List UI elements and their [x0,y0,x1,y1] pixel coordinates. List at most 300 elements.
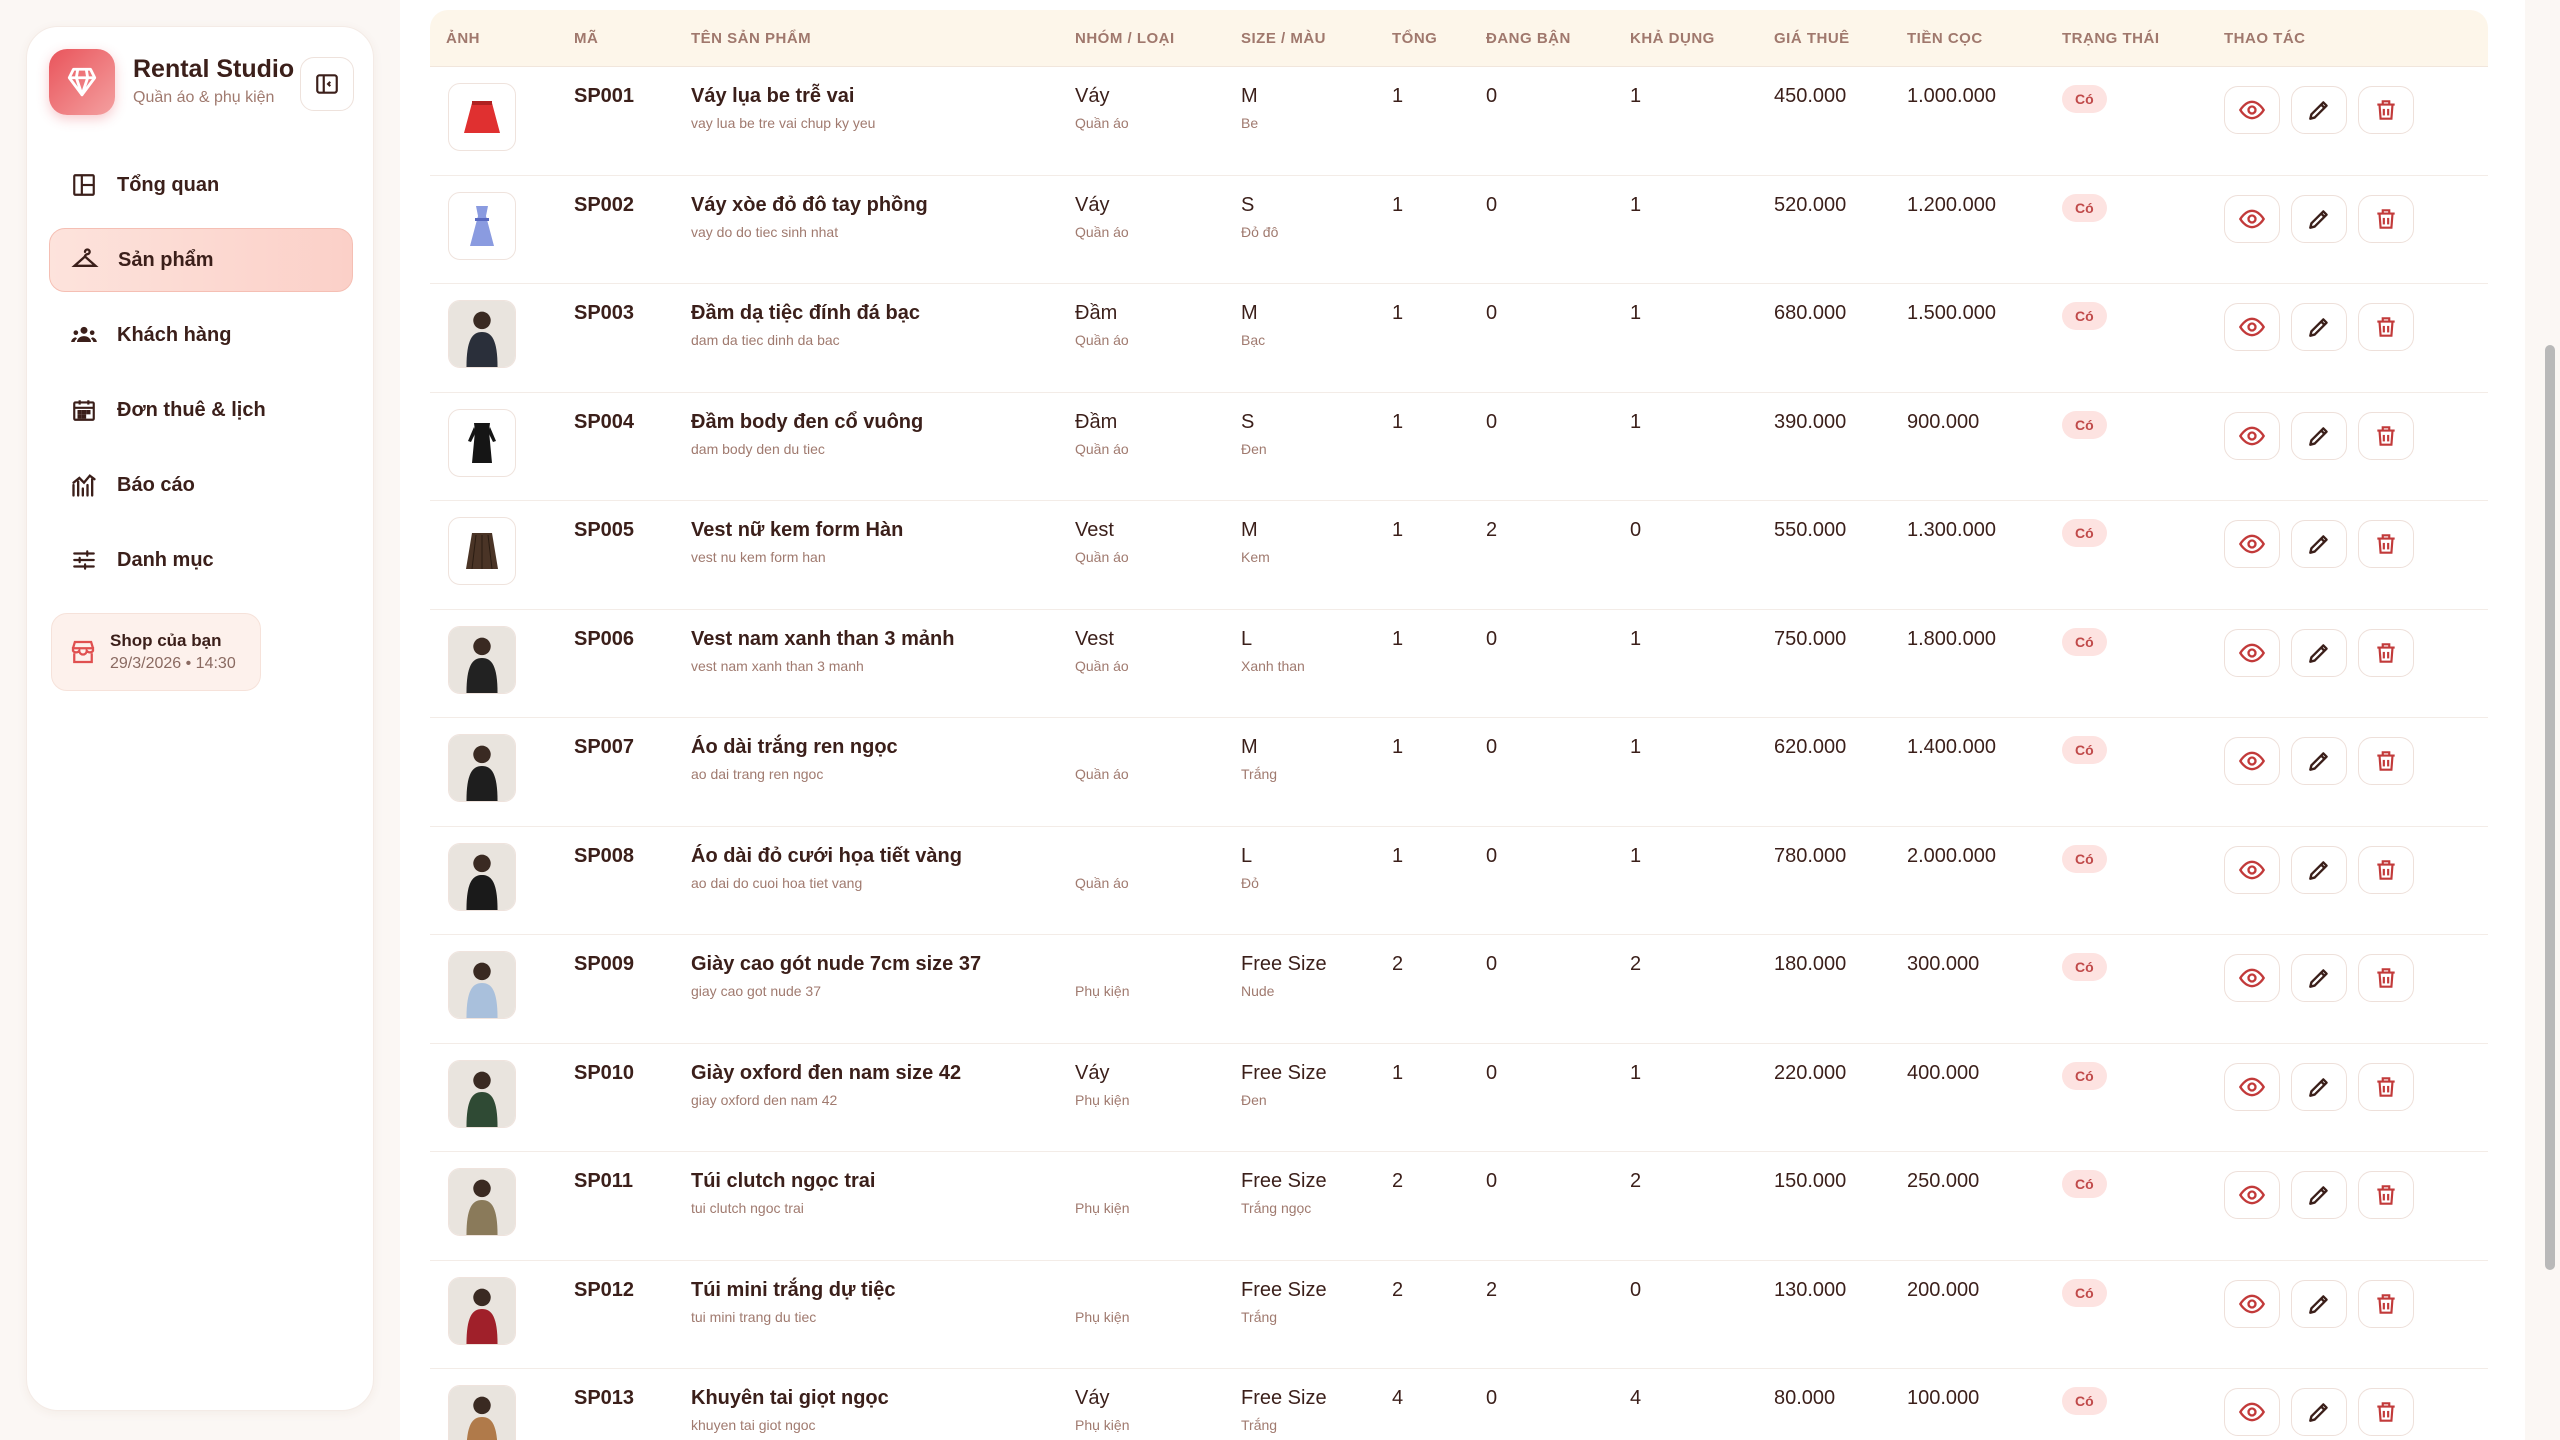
product-name: Giày oxford đen nam size 42 [691,1061,962,1084]
qty-busy: 2 [1486,1278,1498,1301]
column-header[interactable]: MÃ [574,30,599,47]
edit-button[interactable] [2291,1063,2347,1111]
status-badge: Có [2062,519,2107,547]
sidebar-item-label: Danh mục [117,548,214,571]
edit-button[interactable] [2291,737,2347,785]
sidebar-nav [49,153,353,603]
product-category: Quần áo [1075,657,1129,674]
edit-button[interactable] [2291,195,2347,243]
product-code: SP001 [574,85,635,107]
product-color: Trắng [1241,1417,1278,1433]
product-thumbnail[interactable] [448,843,516,911]
column-header[interactable]: ẢNH [446,30,480,47]
table-row[interactable] [430,718,2488,827]
view-button[interactable] [2224,1171,2280,1219]
rental-price: 550.000 [1774,519,1847,541]
product-name: Váy xòe đỏ đô tay phồng [691,193,928,216]
delete-button[interactable] [2358,846,2414,894]
deposit-amount: 1.200.000 [1907,193,1996,216]
table-row[interactable] [430,827,2488,936]
table-row[interactable] [430,393,2488,502]
product-code: SP012 [574,1278,635,1301]
delete-button[interactable] [2358,1171,2414,1219]
product-category: Quần áo [1075,766,1129,782]
product-thumbnail[interactable] [448,192,516,260]
view-button[interactable] [2224,1388,2280,1436]
qty-available: 2 [1630,1170,1642,1192]
view-button[interactable] [2224,195,2280,243]
products-table [430,10,2488,1440]
pencil-icon [2306,206,2332,232]
status-badge: Có [2062,1170,2107,1198]
product-name: Vest nam xanh than 3 mảnh [691,627,955,650]
edit-button[interactable] [2291,1280,2347,1328]
qty-total: 2 [1392,953,1404,975]
product-slug: dam body den du tiec [691,440,825,457]
column-header[interactable]: KHẢ DỤNG [1630,30,1715,47]
product-color: Trắng [1241,766,1278,782]
product-color: Đỏ đô [1241,223,1279,240]
table-row[interactable] [430,284,2488,393]
product-color: Trắng ngọc [1241,1200,1312,1216]
view-button[interactable] [2224,1280,2280,1328]
qty-available: 0 [1630,1278,1642,1301]
sidebar-item-label: Sản phẩm [118,248,214,271]
sidebar-item-label: Báo cáo [117,473,195,496]
qty-busy: 0 [1486,85,1498,107]
column-header[interactable]: ĐANG BẬN [1486,30,1571,47]
store-icon [68,637,98,667]
pencil-icon [2306,965,2332,991]
qty-busy: 0 [1486,627,1498,650]
status-badge: Có [2062,1062,2107,1090]
brand-subtitle: Quần áo & phụ kiện [133,89,275,106]
product-group: Váy [1075,1061,1110,1084]
edit-button[interactable] [2291,1388,2347,1436]
delete-button[interactable] [2358,1388,2414,1436]
pencil-icon [2306,1291,2332,1317]
table-row[interactable] [430,1044,2488,1153]
trash-icon [2373,965,2399,991]
product-color: Be [1241,115,1259,131]
product-category: Quần áo [1075,223,1129,240]
status-badge: Có [2062,411,2107,439]
edit-button[interactable] [2291,520,2347,568]
delete-button[interactable] [2358,412,2414,460]
product-category: Quần áo [1075,549,1129,565]
trash-icon [2373,1399,2399,1425]
status-badge: Có [2062,85,2107,113]
product-slug: dam da tiec dinh da bac [691,332,840,348]
pencil-icon [2306,1074,2332,1100]
deposit-amount: 1.000.000 [1907,85,1996,107]
delete-button[interactable] [2358,1063,2414,1111]
product-size: Free Size [1241,1170,1327,1192]
product-slug: vay lua be tre vai chup ky yeu [691,115,876,131]
rental-price: 520.000 [1774,193,1847,216]
deposit-amount: 900.000 [1907,410,1980,433]
product-slug: tui clutch ngoc trai [691,1200,804,1216]
table-row[interactable] [430,176,2488,285]
qty-available: 1 [1630,844,1642,867]
pencil-icon [2306,1399,2332,1425]
trash-icon [2373,97,2399,123]
edit-button[interactable] [2291,954,2347,1002]
eye-icon [2238,1398,2266,1426]
product-name: Áo dài trắng ren ngọc [691,736,898,758]
product-slug: tui mini trang du tiec [691,1308,817,1325]
trash-icon [2373,1074,2399,1100]
rental-price: 80.000 [1774,1387,1836,1409]
column-header[interactable]: NHÓM / LOẠI [1075,30,1175,47]
trash-icon [2373,531,2399,557]
table-row[interactable] [430,1152,2488,1261]
eye-icon [2238,313,2266,341]
product-code: SP005 [574,519,635,541]
trash-icon [2373,1291,2399,1317]
product-slug: ao dai do cuoi hoa tiet vang [691,874,863,891]
qty-available: 1 [1630,1061,1642,1084]
sidebar-item-5[interactable] [49,528,353,592]
qty-total: 4 [1392,1387,1404,1409]
product-color: Đen [1241,1091,1267,1108]
delete-button[interactable] [2358,520,2414,568]
rental-price: 750.000 [1774,627,1847,650]
qty-available: 1 [1630,736,1642,758]
qty-busy: 0 [1486,953,1498,975]
delete-button[interactable] [2358,954,2414,1002]
rental-price: 150.000 [1774,1170,1847,1192]
qty-busy: 0 [1486,736,1498,758]
product-thumbnail[interactable] [448,626,516,694]
trash-icon [2373,857,2399,883]
product-name: Túi mini trắng dự tiệc [691,1278,896,1301]
eye-icon [2238,205,2266,233]
product-size: M [1241,302,1258,324]
product-thumbnail[interactable] [448,1385,516,1440]
sidebar-item-label: Đơn thuê & lịch [117,398,266,421]
sidebar-item-1[interactable] [49,228,353,292]
product-color: Đen [1241,440,1267,457]
product-thumbnail[interactable] [448,1277,516,1345]
delete-button[interactable] [2358,195,2414,243]
delete-button[interactable] [2358,737,2414,785]
product-group: Váy [1075,193,1110,216]
status-badge: Có [2062,194,2107,222]
calendar-icon [69,395,99,425]
status-badge: Có [2062,953,2107,981]
product-size: M [1241,736,1258,758]
product-thumbnail[interactable] [448,300,516,368]
shop-card[interactable] [51,613,261,691]
product-slug: giay cao got nude 37 [691,983,821,999]
pencil-icon [2306,748,2332,774]
pencil-icon [2306,1182,2332,1208]
product-code: SP008 [574,844,635,867]
product-size: Free Size [1241,1387,1327,1409]
view-button[interactable] [2224,629,2280,677]
view-button[interactable] [2224,1063,2280,1111]
column-header[interactable]: SIZE / MÀU [1241,30,1327,47]
product-group: Váy [1075,1387,1110,1409]
product-category: Phụ kiện [1075,1308,1130,1325]
qty-total: 1 [1392,519,1404,541]
sidebar-collapse-button[interactable] [300,57,354,111]
qty-total: 1 [1392,736,1404,758]
view-button[interactable] [2224,303,2280,351]
product-name: Vest nữ kem form Hàn [691,519,904,541]
sidebar-item-0[interactable] [49,153,353,217]
edit-button[interactable] [2291,1171,2347,1219]
edit-button[interactable] [2291,846,2347,894]
qty-busy: 0 [1486,410,1498,433]
column-header[interactable]: TIỀN CỌC [1907,30,1983,47]
table-row[interactable] [430,501,2488,610]
product-slug: vest nu kem form han [691,549,826,565]
view-button[interactable] [2224,846,2280,894]
pencil-icon [2306,531,2332,557]
product-category: Quần áo [1075,440,1129,457]
product-code: SP007 [574,736,635,758]
product-size: M [1241,85,1258,107]
qty-total: 1 [1392,844,1404,867]
trash-icon [2373,423,2399,449]
product-group: Đầm [1075,302,1118,324]
eye-icon [2238,856,2266,884]
deposit-amount: 1.300.000 [1907,519,1996,541]
view-button[interactable] [2224,412,2280,460]
product-size: Free Size [1241,953,1327,975]
sliders-icon [69,545,99,575]
product-category: Quần áo [1075,874,1129,891]
pencil-icon [2306,423,2332,449]
qty-busy: 0 [1486,1061,1498,1084]
deposit-amount: 200.000 [1907,1278,1980,1301]
brand [49,49,354,119]
deposit-amount: 100.000 [1907,1387,1980,1409]
shop-name: Shop của bạn [110,631,222,650]
eye-icon [2238,747,2266,775]
status-badge: Có [2062,736,2107,764]
delete-button[interactable] [2358,303,2414,351]
product-code: SP011 [574,1170,633,1192]
column-header[interactable]: TÊN SẢN PHẨM [691,30,812,47]
view-button[interactable] [2224,954,2280,1002]
qty-total: 1 [1392,302,1404,324]
edit-button[interactable] [2291,412,2347,460]
edit-button[interactable] [2291,303,2347,351]
delete-button[interactable] [2358,1280,2414,1328]
product-thumbnail[interactable] [448,83,516,151]
table-body [430,67,2488,1440]
view-button[interactable] [2224,520,2280,568]
qty-busy: 0 [1486,1387,1498,1409]
trash-icon [2373,1182,2399,1208]
qty-available: 0 [1630,519,1642,541]
product-size: S [1241,410,1255,433]
trash-icon [2373,640,2399,666]
vertical-scrollbar[interactable] [2545,345,2555,1270]
product-thumbnail[interactable] [448,734,516,802]
product-size: L [1241,844,1253,867]
pencil-icon [2306,857,2332,883]
product-size: M [1241,519,1258,541]
product-group: Đầm [1075,410,1118,433]
status-badge: Có [2062,1387,2107,1415]
column-header[interactable]: TRẠNG THÁI [2062,30,2160,47]
table-row[interactable] [430,935,2488,1044]
pencil-icon [2306,314,2332,340]
qty-available: 1 [1630,410,1642,433]
product-color: Nude [1241,983,1275,999]
status-badge: Có [2062,628,2107,656]
rental-price: 220.000 [1774,1061,1847,1084]
product-size: L [1241,627,1253,650]
rental-price: 180.000 [1774,953,1847,975]
hanger-icon [70,245,100,275]
delete-button[interactable] [2358,86,2414,134]
eye-icon [2238,1181,2266,1209]
sidebar-item-label: Khách hàng [117,323,232,346]
qty-available: 1 [1630,302,1642,324]
eye-icon [2238,530,2266,558]
product-name: Túi clutch ngọc trai [691,1170,876,1192]
product-color: Xanh than [1241,657,1305,674]
product-name: Giày cao gót nude 7cm size 37 [691,953,982,975]
qty-total: 2 [1392,1278,1404,1301]
product-code: SP004 [574,410,635,433]
product-group: Vest [1075,627,1114,650]
main-content [400,0,2525,1440]
product-color: Kem [1241,549,1270,565]
product-thumbnail[interactable] [448,951,516,1019]
deposit-amount: 1.500.000 [1907,302,1996,324]
product-thumbnail[interactable] [448,1168,516,1236]
rental-price: 780.000 [1774,844,1847,867]
trash-icon [2373,748,2399,774]
product-name: Khuyên tai giọt ngọc [691,1387,889,1409]
rental-price: 680.000 [1774,302,1847,324]
brand-title: Rental Studio [133,55,295,83]
eye-icon [2238,1073,2266,1101]
product-slug: giay oxford den nam 42 [691,1091,838,1108]
rental-price: 130.000 [1774,1278,1847,1301]
qty-total: 1 [1392,627,1404,650]
product-category: Quần áo [1075,115,1129,131]
column-header[interactable]: TỔNG [1392,30,1438,47]
product-code: SP003 [574,302,635,324]
rental-price: 450.000 [1774,85,1847,107]
qty-busy: 0 [1486,1170,1498,1192]
deposit-amount: 300.000 [1907,953,1980,975]
qty-busy: 2 [1486,519,1498,541]
view-button[interactable] [2224,737,2280,785]
status-badge: Có [2062,1279,2107,1307]
product-thumbnail[interactable] [448,409,516,477]
deposit-amount: 400.000 [1907,1061,1980,1084]
pencil-icon [2306,640,2332,666]
qty-total: 1 [1392,193,1404,216]
product-name: Đầm dạ tiệc đính đá bạc [691,302,920,324]
deposit-amount: 1.400.000 [1907,736,1996,758]
eye-icon [2238,639,2266,667]
product-size: Free Size [1241,1061,1327,1084]
qty-busy: 0 [1486,302,1498,324]
qty-available: 2 [1630,953,1642,975]
product-name: Áo dài đỏ cưới họa tiết vàng [691,844,962,867]
product-code: SP010 [574,1061,635,1084]
product-thumbnail[interactable] [448,1060,516,1128]
edit-button[interactable] [2291,86,2347,134]
product-thumbnail[interactable] [448,517,516,585]
trash-icon [2373,314,2399,340]
delete-button[interactable] [2358,629,2414,677]
product-category: Quần áo [1075,332,1129,348]
column-header[interactable]: THAO TÁC [2224,30,2306,47]
product-code: SP006 [574,627,635,650]
qty-available: 1 [1630,627,1642,650]
view-button[interactable] [2224,86,2280,134]
deposit-amount: 250.000 [1907,1170,1980,1192]
product-category: Phụ kiện [1075,983,1130,999]
table-row[interactable] [430,1261,2488,1370]
qty-total: 1 [1392,1061,1404,1084]
sidebar-toggle-icon [314,71,340,97]
product-size: S [1241,193,1255,216]
deposit-amount: 2.000.000 [1907,844,1996,867]
sidebar-item-2[interactable] [49,303,353,367]
table-row[interactable] [430,67,2488,176]
column-header[interactable]: GIÁ THUÊ [1774,30,1850,47]
product-group: Vest [1075,519,1114,541]
chart-icon [69,470,99,500]
sidebar-item-3[interactable] [49,378,353,442]
qty-busy: 0 [1486,844,1498,867]
product-color: Bạc [1241,332,1266,348]
sidebar [26,26,374,1411]
product-category: Phụ kiện [1075,1091,1130,1108]
qty-total: 1 [1392,85,1404,107]
product-code: SP009 [574,953,635,975]
eye-icon [2238,96,2266,124]
product-name: Đầm body đen cổ vuông [691,410,924,433]
product-name: Váy lụa be trễ vai [691,85,855,107]
table-row[interactable] [430,610,2488,719]
product-slug: khuyen tai giot ngoc [691,1417,816,1433]
shop-datetime: 29/3/2026 • 14:30 [110,655,236,672]
trash-icon [2373,206,2399,232]
users-icon [69,320,99,350]
status-badge: Có [2062,845,2107,873]
sidebar-item-4[interactable] [49,453,353,517]
qty-busy: 0 [1486,193,1498,216]
product-slug: ao dai trang ren ngoc [691,766,824,782]
status-badge: Có [2062,302,2107,330]
pencil-icon [2306,97,2332,123]
product-color: Đỏ [1241,874,1259,891]
table-row[interactable] [430,1369,2488,1440]
qty-available: 4 [1630,1387,1642,1409]
brand-logo-icon [49,49,115,115]
eye-icon [2238,964,2266,992]
qty-available: 1 [1630,85,1642,107]
product-category: Phụ kiện [1075,1417,1130,1433]
product-color: Trắng [1241,1308,1278,1325]
edit-button[interactable] [2291,629,2347,677]
product-group: Váy [1075,85,1110,107]
table-header [430,10,2488,67]
rental-price: 620.000 [1774,736,1847,758]
